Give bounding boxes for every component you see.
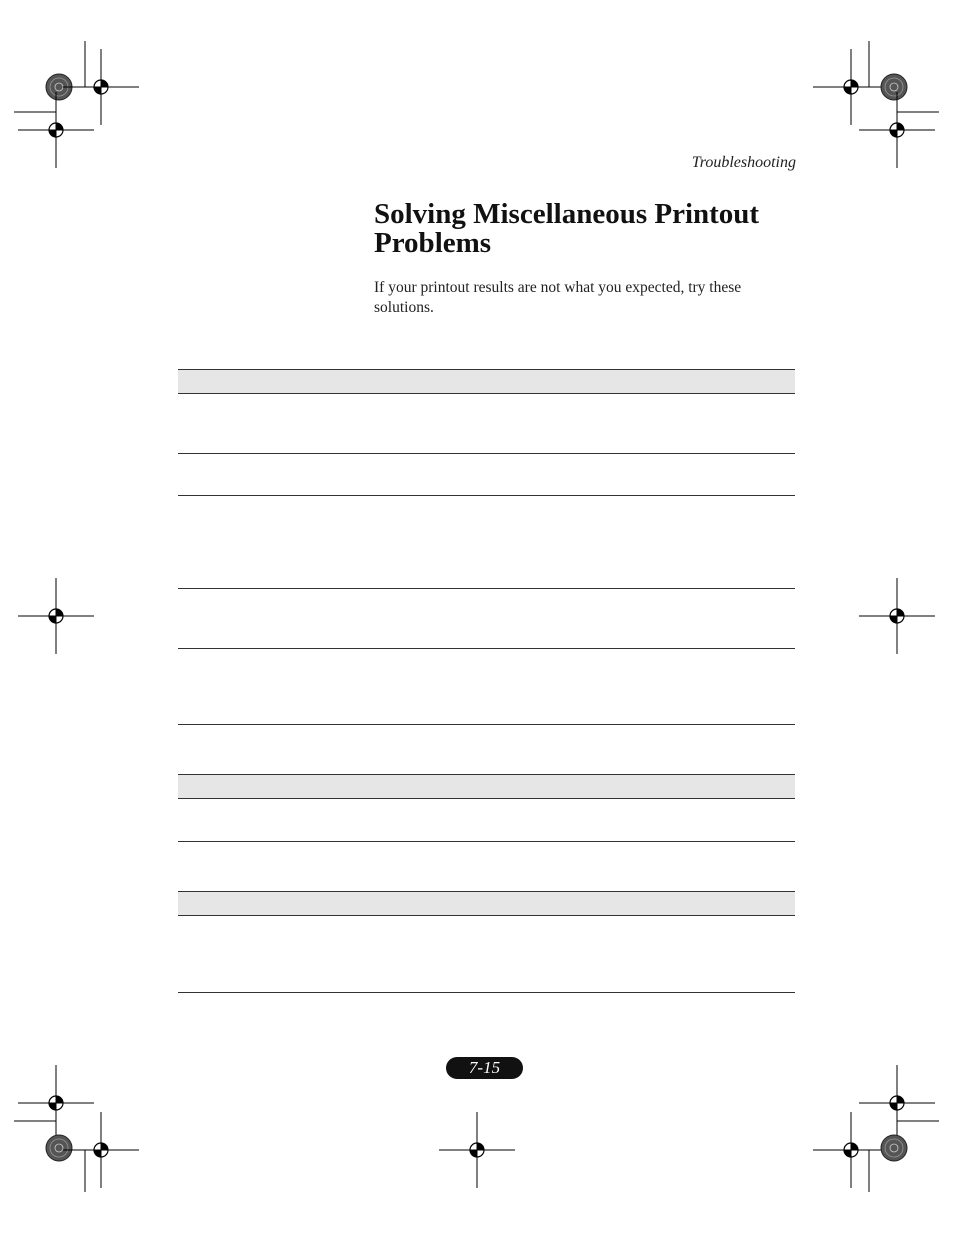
table-header-band — [178, 774, 795, 799]
table-row-divider — [178, 453, 795, 454]
table-row-divider — [178, 495, 795, 496]
page-number-badge: 7-15 — [446, 1057, 523, 1079]
table-row-divider — [178, 841, 795, 842]
intro-paragraph: If your printout results are not what you expected, try these solutions. — [374, 279, 742, 316]
table-row-divider — [178, 724, 795, 725]
table-header-band — [178, 369, 795, 394]
page-title: Solving Miscellaneous Printout Problems — [374, 198, 760, 259]
table-row-divider — [178, 648, 795, 649]
problem-solution-table — [178, 369, 795, 993]
table-row-divider — [178, 992, 795, 993]
running-header: Troubleshooting — [691, 154, 796, 171]
table-row-divider — [178, 588, 795, 589]
table-header-band — [178, 891, 795, 916]
